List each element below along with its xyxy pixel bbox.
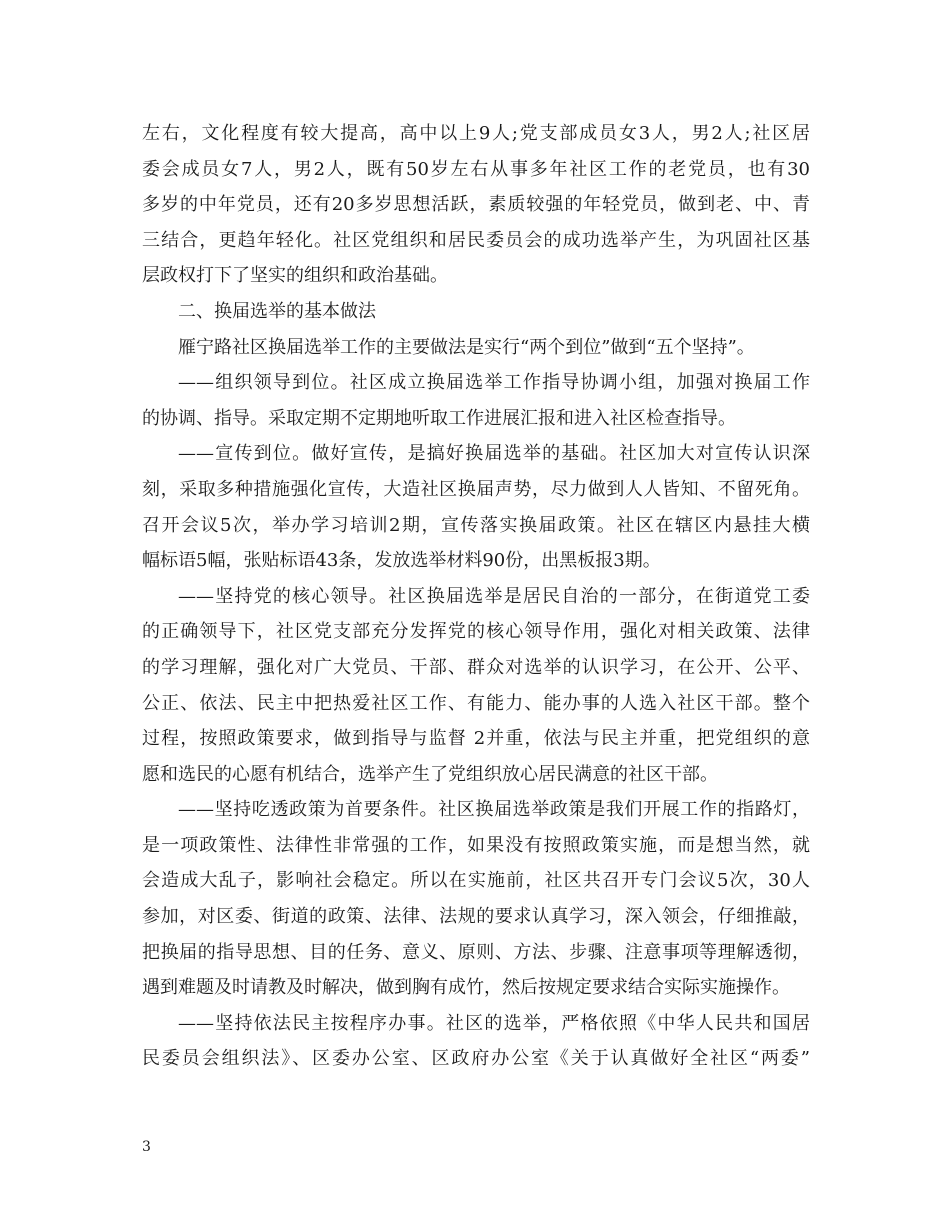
text-line: 民委员会组织法》、区委办公室、区政府办公室《关于认真做好全社区“两委” <box>142 1048 810 1070</box>
text-line: ——坚持党的核心领导。社区换届选举是居民自治的一部分，在街道党工委 <box>178 585 810 607</box>
text-line: 过程，按照政策要求，做到指导与监督 2并重，依法与民主并重，把党组织的意 <box>142 728 810 750</box>
text-line: ——宣传到位。做好宣传，是搞好换届选举的基础。社区加大对宣传认识深 <box>178 443 810 465</box>
text-line: 的学习理解，强化对广大党员、干部、群众对选举的认识学习，在公开、公平、 <box>142 656 810 678</box>
text-line: 把换届的指导思想、目的任务、意义、原则、方法、步骤、注意事项等理解透彻， <box>142 941 810 963</box>
text-line: 委会成员女7人，男2人，既有50岁左右从事多年社区工作的老党员，也有30 <box>142 158 810 180</box>
text-line: 多岁的中年党员，还有20多岁思想活跃，素质较强的年轻党员，做到老、中、青 <box>142 194 810 216</box>
text-line: 层政权打下了坚实的组织和政治基础。 <box>142 265 448 287</box>
text-line: 左右，文化程度有较大提高，高中以上9人;党支部成员女3人，男2人;社区居 <box>142 123 810 144</box>
document-body <box>142 116 810 1077</box>
text-line: 二、换届选举的基本做法 <box>178 300 376 322</box>
text-line: 愿和选民的心愿有机结合，选举产生了党组织放心居民满意的社区干部。 <box>142 763 718 785</box>
text-line: 三结合，更趋年轻化。社区党组织和居民委员会的成功选举产生，为巩固社区基 <box>142 229 810 251</box>
text-line: 刻，采取多种措施强化宣传，大造社区换届声势，尽力做到人人皆知、不留死角。 <box>142 478 810 500</box>
text-line: 的正确领导下，社区党支部充分发挥党的核心领导作用，强化对相关政策、法律 <box>142 621 810 643</box>
text-line: 幅标语5幅，张贴标语43条，发放选举材料90份，出黑板报3期。 <box>142 550 661 572</box>
text-line: 会造成大乱子，影响社会稳定。所以在实施前，社区共召开专门会议5次，30人 <box>142 870 810 892</box>
text-line: 召开会议5次，举办学习培训2期，宣传落实换届政策。社区在辖区内悬挂大横 <box>142 514 810 536</box>
text-line: 遇到难题及时请教及时解决，做到胸有成竹，然后按规定要求结合实际实施操作。 <box>142 977 790 999</box>
text-line: 参加，对区委、街道的政策、法律、法规的要求认真学习，深入领会，仔细推敲， <box>142 906 810 928</box>
text-line: ——坚持吃透政策为首要条件。社区换届选举政策是我们开展工作的指路灯， <box>178 799 810 821</box>
text-line: 公正、依法、民主中把热爱社区工作、有能力、能办事的人选入社区干部。整个 <box>142 692 810 714</box>
text-line: ——坚持依法民主按程序办事。社区的选举，严格依照《中华人民共和国居 <box>178 1012 810 1034</box>
page-number: 3 <box>142 1139 151 1155</box>
text-line: 是一项政策性、法律性非常强的工作，如果没有按照政策实施，而是想当然，就 <box>142 834 810 856</box>
text-line: 雁宁路社区换届选举工作的主要做法是实行“两个到位”做到“五个坚持”。 <box>178 336 755 358</box>
text-line: 的协调、指导。采取定期不定期地听取工作进展汇报和进入社区检查指导。 <box>142 407 736 429</box>
text-line: ——组织领导到位。社区成立换届选举工作指导协调小组，加强对换届工作 <box>178 372 810 394</box>
